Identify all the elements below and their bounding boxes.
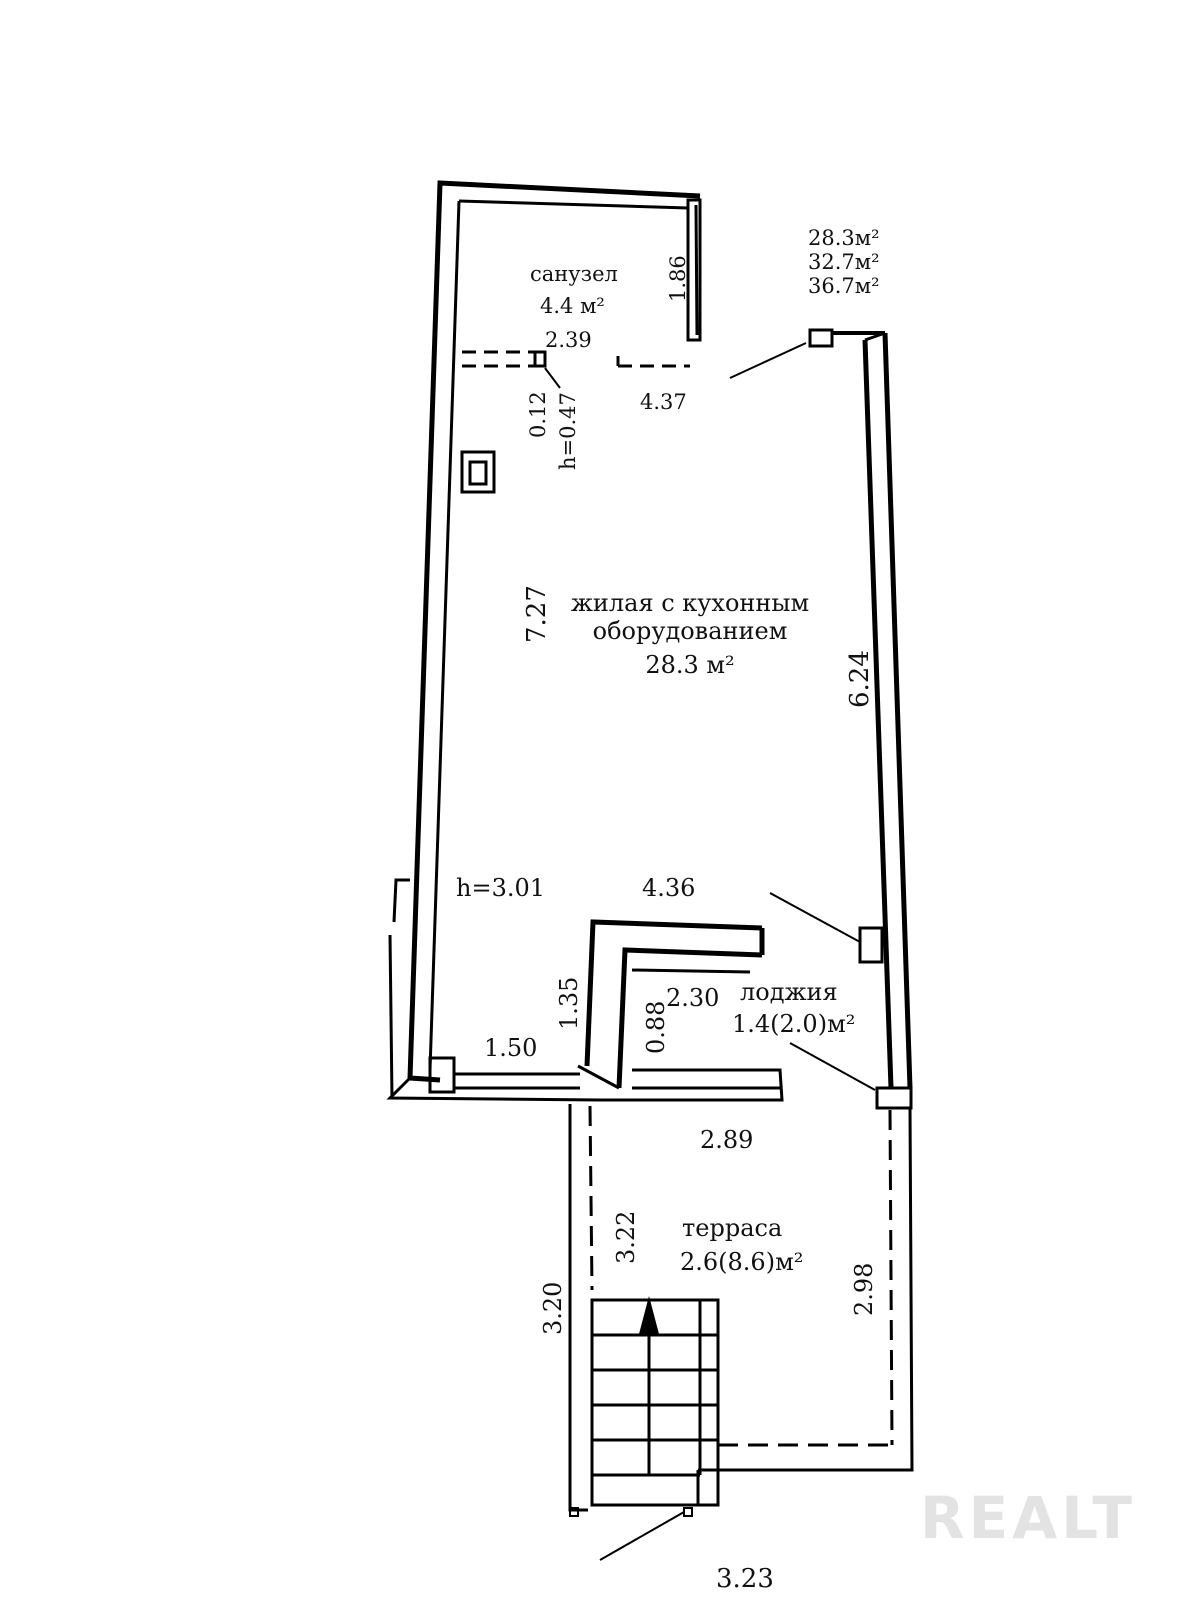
area-total-3: 36.7м² (808, 274, 880, 298)
terrace-area: 2.6(8.6)м² (680, 1248, 804, 1276)
shaft (462, 452, 494, 492)
bathroom-partition (462, 352, 690, 366)
loggia-name: лоджия (740, 978, 838, 1006)
bathroom-name: санузел (530, 262, 618, 286)
loggia-area: 1.4(2.0)м² (732, 1010, 856, 1038)
watermark-logo: REALT (920, 1484, 1137, 1552)
living-area: 28.3 м² (645, 651, 735, 679)
area-total-2: 32.7м² (808, 250, 880, 274)
dim-entry-width: 1.50 (484, 1034, 538, 1062)
dim-bath-width: 2.39 (545, 328, 592, 352)
dim-recess: 0.88 (642, 1000, 670, 1054)
living-name-2: оборудованием (592, 617, 788, 645)
dim-bath-height: 1.86 (666, 255, 690, 302)
dim-bottom-total: 3.23 (716, 1564, 774, 1594)
dim-terrace-right: 2.98 (850, 1262, 878, 1316)
living-name-1: жилая с кухонным (570, 589, 810, 617)
dim-left-length: 7.27 (522, 585, 552, 643)
dim-stair-length: 3.20 (539, 1281, 567, 1335)
dim-loggia-width: 2.30 (666, 984, 720, 1012)
dim-sill: 0.12 (526, 391, 550, 438)
dim-terrace-width: 2.89 (700, 1126, 754, 1154)
corner-block (810, 330, 832, 346)
area-total-1: 28.3м² (808, 226, 880, 250)
terrace-name: терраса (682, 1214, 783, 1242)
dim-entry-depth: 1.35 (555, 976, 583, 1030)
dim-sill-height: h=0.47 (556, 392, 580, 470)
dim-terrace-depth: 3.22 (612, 1210, 640, 1264)
ceiling-height: h=3.01 (456, 874, 546, 902)
bathroom-area: 4.4 м² (540, 294, 605, 318)
dim-bottom-width: 4.36 (642, 874, 696, 902)
partition-post (535, 352, 545, 366)
dim-right-length: 6.24 (845, 650, 875, 708)
dim-top-width: 4.37 (640, 390, 687, 414)
